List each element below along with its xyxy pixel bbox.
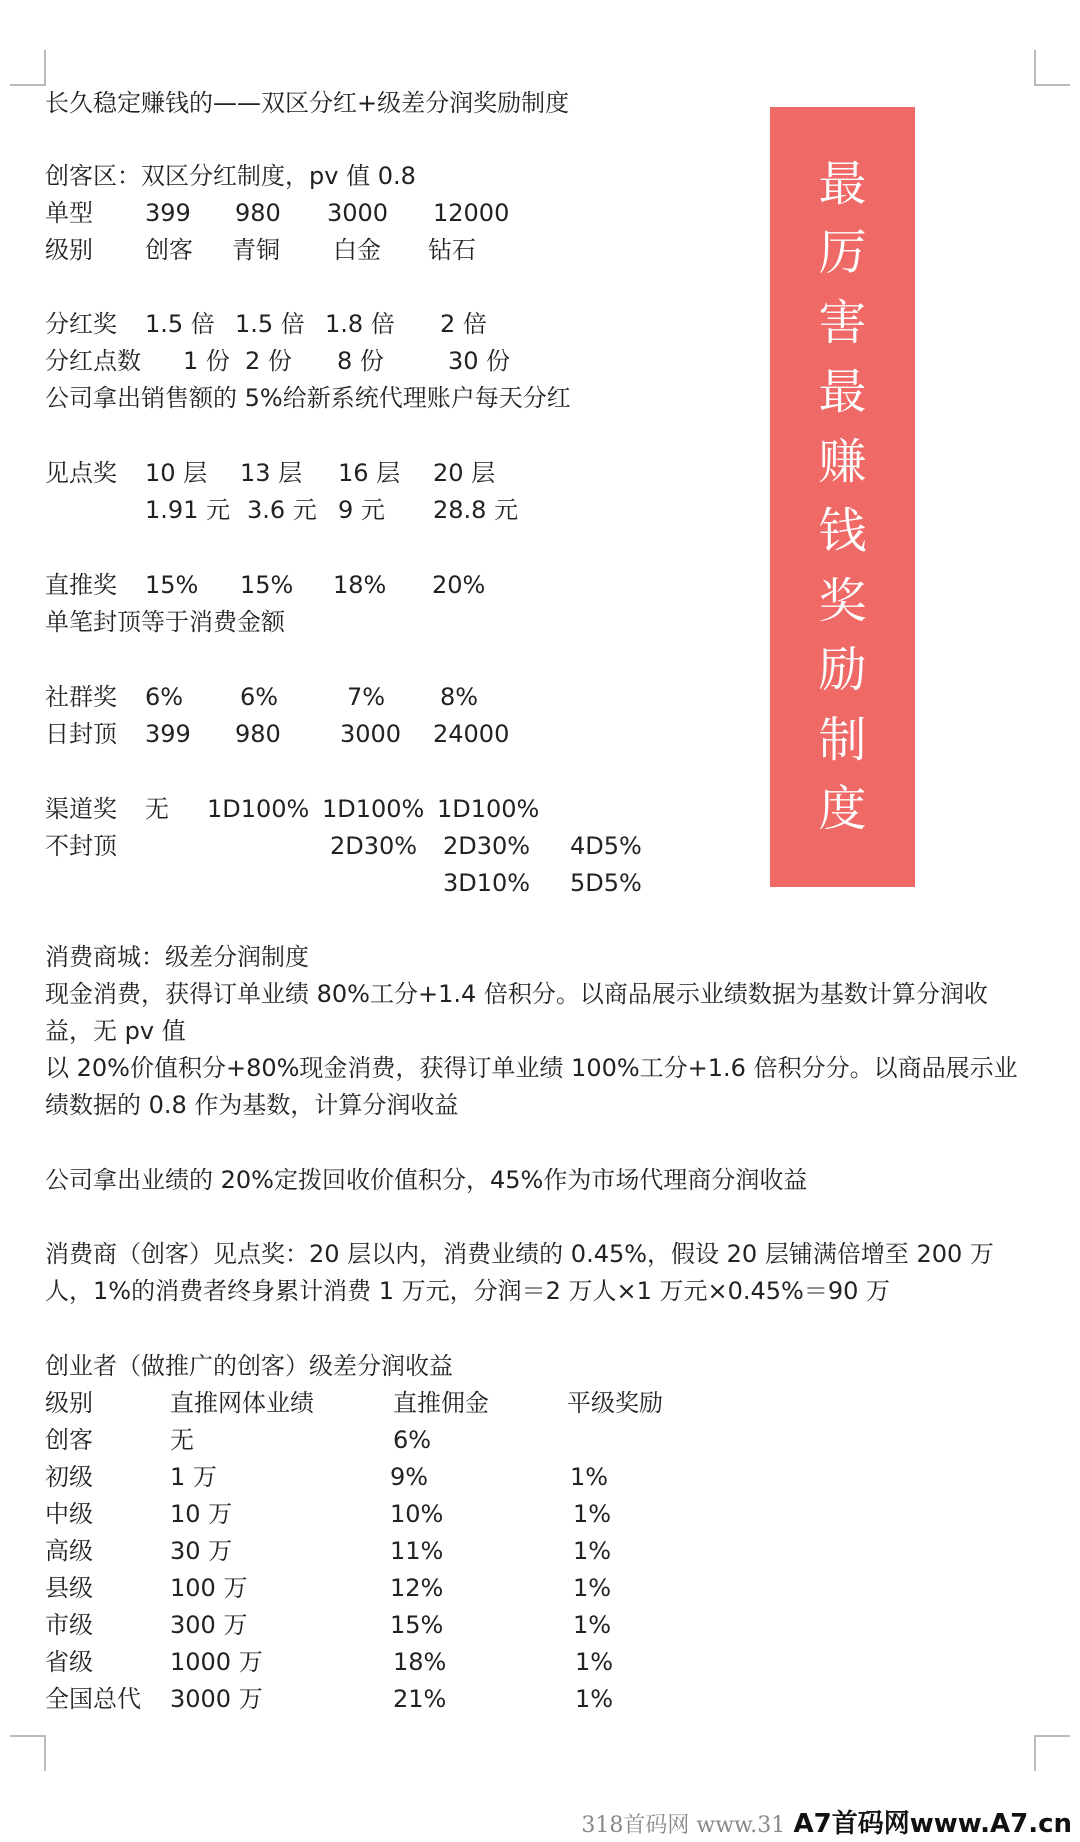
cell: 28.8 元 <box>433 496 519 524</box>
corner-mark-top-left <box>10 50 46 86</box>
cell: 10 万 <box>170 1500 233 1528</box>
cell: 6% <box>145 683 184 711</box>
maker-heading: 创客区：双区分红制度，pv 值 0.8 <box>45 162 416 190</box>
cell: 100 万 <box>170 1574 248 1602</box>
cell: 16 层 <box>338 459 401 487</box>
cell: 6% <box>393 1426 432 1454</box>
cell: 2D30% <box>330 832 418 860</box>
cell: 1 万 <box>170 1463 217 1491</box>
bonus-label: 分红奖 <box>45 310 117 338</box>
cell: 1% <box>575 1648 614 1676</box>
cell: 20% <box>432 571 486 599</box>
cell: 1.91 元 <box>145 496 231 524</box>
cell: 30 万 <box>170 1537 233 1565</box>
cell: 省级 <box>45 1648 93 1676</box>
cell: 24000 <box>433 720 510 748</box>
watermark-bold: A7首码网www.A7.cn <box>793 1809 1072 1839</box>
cell: 15% <box>145 571 199 599</box>
company-note: 公司拿出销售额的 5%给新系统代理账户每天分红 <box>45 384 571 412</box>
view-label: 见点奖 <box>45 459 117 487</box>
mall-paragraph-3: 公司拿出业绩的 20%定拨回收价值积分，45%作为市场代理商分润收益 <box>45 1166 808 1194</box>
cell: 9% <box>390 1463 429 1491</box>
cell: 3000 <box>327 199 389 227</box>
cell: 20 层 <box>433 459 496 487</box>
cell: 30 份 <box>448 347 511 375</box>
cell: 1000 万 <box>170 1648 263 1676</box>
cell: 300 万 <box>170 1611 248 1639</box>
cell: 钻石 <box>428 236 476 264</box>
mall-paragraph-2: 以 20%价值积分+80%现金消费，获得订单业绩 100%工分+1.6 倍积分分。以商品展示业绩数据的 0.8 作为基数，计算分润收益 <box>45 1054 1018 1119</box>
cell: 无 <box>145 795 169 823</box>
type-label: 单型 <box>45 199 93 227</box>
cell: 白金 <box>333 236 381 264</box>
cell: 3000 万 <box>170 1685 263 1713</box>
cell: 3.6 元 <box>247 496 317 524</box>
cell: 9 元 <box>338 496 385 524</box>
community-label: 社群奖 <box>45 683 117 711</box>
cell: 1 份 <box>183 347 230 375</box>
cell: 全国总代 <box>45 1685 141 1713</box>
cell: 无 <box>170 1426 194 1454</box>
direct-label: 直推奖 <box>45 571 117 599</box>
banner-char: 钱 <box>818 503 867 559</box>
cell: 2D30% <box>443 832 531 860</box>
corner-mark-bottom-right <box>1034 1735 1070 1771</box>
cell: 3000 <box>340 720 402 748</box>
cell: 2 份 <box>245 347 292 375</box>
watermark <box>581 1808 1072 1842</box>
cell: 7% <box>347 683 386 711</box>
level-label: 级别 <box>45 236 93 264</box>
column-header: 直推网体业绩 <box>170 1389 314 1417</box>
cell: 初级 <box>45 1463 93 1491</box>
direct-note: 单笔封顶等于消费金额 <box>45 608 285 636</box>
cell: 2 倍 <box>440 310 487 338</box>
cell: 399 <box>145 720 191 748</box>
cell: 18% <box>333 571 387 599</box>
cell: 创客 <box>145 236 193 264</box>
banner-char: 励 <box>818 642 867 698</box>
cell: 8 份 <box>337 347 384 375</box>
cell: 13 层 <box>240 459 303 487</box>
cell: 县级 <box>45 1574 93 1602</box>
cell: 1% <box>573 1574 612 1602</box>
entrepreneur-heading: 创业者（做推广的创客）级差分润收益 <box>45 1352 453 1380</box>
cell: 1.8 倍 <box>325 310 395 338</box>
page-title: 长久稳定赚钱的——双区分红+级差分润奖励制度 <box>45 89 570 117</box>
banner-char: 度 <box>818 781 867 837</box>
cell: 980 <box>235 720 281 748</box>
shares-label: 分红点数 <box>45 347 141 375</box>
cell: 1D100% <box>437 795 540 823</box>
mall-paragraph-1: 现金消费，获得订单业绩 80%工分+1.4 倍积分。以商品展示业绩数据为基数计算分润收益，无 pv 值 <box>45 980 988 1045</box>
cell: 市级 <box>45 1611 93 1639</box>
corner-mark-top-right <box>1034 50 1070 86</box>
mall-heading: 消费商城：级差分润制度 <box>45 943 309 971</box>
cell: 高级 <box>45 1537 93 1565</box>
cell: 4D5% <box>570 832 642 860</box>
column-header: 直推佣金 <box>393 1389 489 1417</box>
banner-char: 制 <box>818 711 867 768</box>
cell: 1.5 倍 <box>145 310 215 338</box>
cell: 1% <box>573 1537 612 1565</box>
red-banner <box>770 107 915 887</box>
cell: 创客 <box>45 1426 93 1454</box>
cell: 3D10% <box>443 869 531 897</box>
cell: 10 层 <box>145 459 208 487</box>
column-header: 级别 <box>45 1389 93 1417</box>
column-header: 平级奖励 <box>567 1389 663 1417</box>
cell: 1% <box>573 1611 612 1639</box>
cell: 12% <box>390 1574 444 1602</box>
cell: 18% <box>393 1648 447 1676</box>
watermark-gray: 318首码网 www.31 <box>581 1813 786 1838</box>
cell: 399 <box>145 199 191 227</box>
cell: 1D100% <box>207 795 310 823</box>
cell: 6% <box>240 683 279 711</box>
cell: 1D100% <box>322 795 425 823</box>
cell: 980 <box>235 199 281 227</box>
banner-char: 厉 <box>818 225 867 281</box>
cell: 8% <box>440 683 479 711</box>
cell: 15% <box>240 571 294 599</box>
banner-char: 最 <box>818 364 867 420</box>
cell: 5D5% <box>570 869 642 897</box>
channel-label: 渠道奖 <box>45 795 117 823</box>
cell: 1.5 倍 <box>235 310 305 338</box>
mall-paragraph-4: 消费商（创客）见点奖：20 层以内，消费业绩的 0.45%，假设 20 层铺满倍增至 200 万人，1%的消费者终身累计消费 1 万元，分润＝2 万人×1 万元×0.45%＝90 万 <box>45 1240 994 1305</box>
cell: 1% <box>575 1685 614 1713</box>
cell: 12000 <box>433 199 510 227</box>
cell: 1% <box>570 1463 609 1491</box>
cell: 中级 <box>45 1500 93 1528</box>
corner-mark-bottom-left <box>10 1735 46 1771</box>
cell: 21% <box>393 1685 447 1713</box>
daily-cap-label: 日封顶 <box>45 720 117 748</box>
cell: 11% <box>390 1537 444 1565</box>
channel-cap-label: 不封顶 <box>45 832 117 860</box>
cell: 10% <box>390 1500 444 1528</box>
banner-char: 奖 <box>818 572 867 629</box>
banner-char: 害 <box>818 294 867 351</box>
cell: 15% <box>390 1611 444 1639</box>
cell: 1% <box>573 1500 612 1528</box>
banner-char: 最 <box>818 155 867 212</box>
banner-char: 赚 <box>818 433 867 490</box>
cell: 青铜 <box>232 236 280 264</box>
